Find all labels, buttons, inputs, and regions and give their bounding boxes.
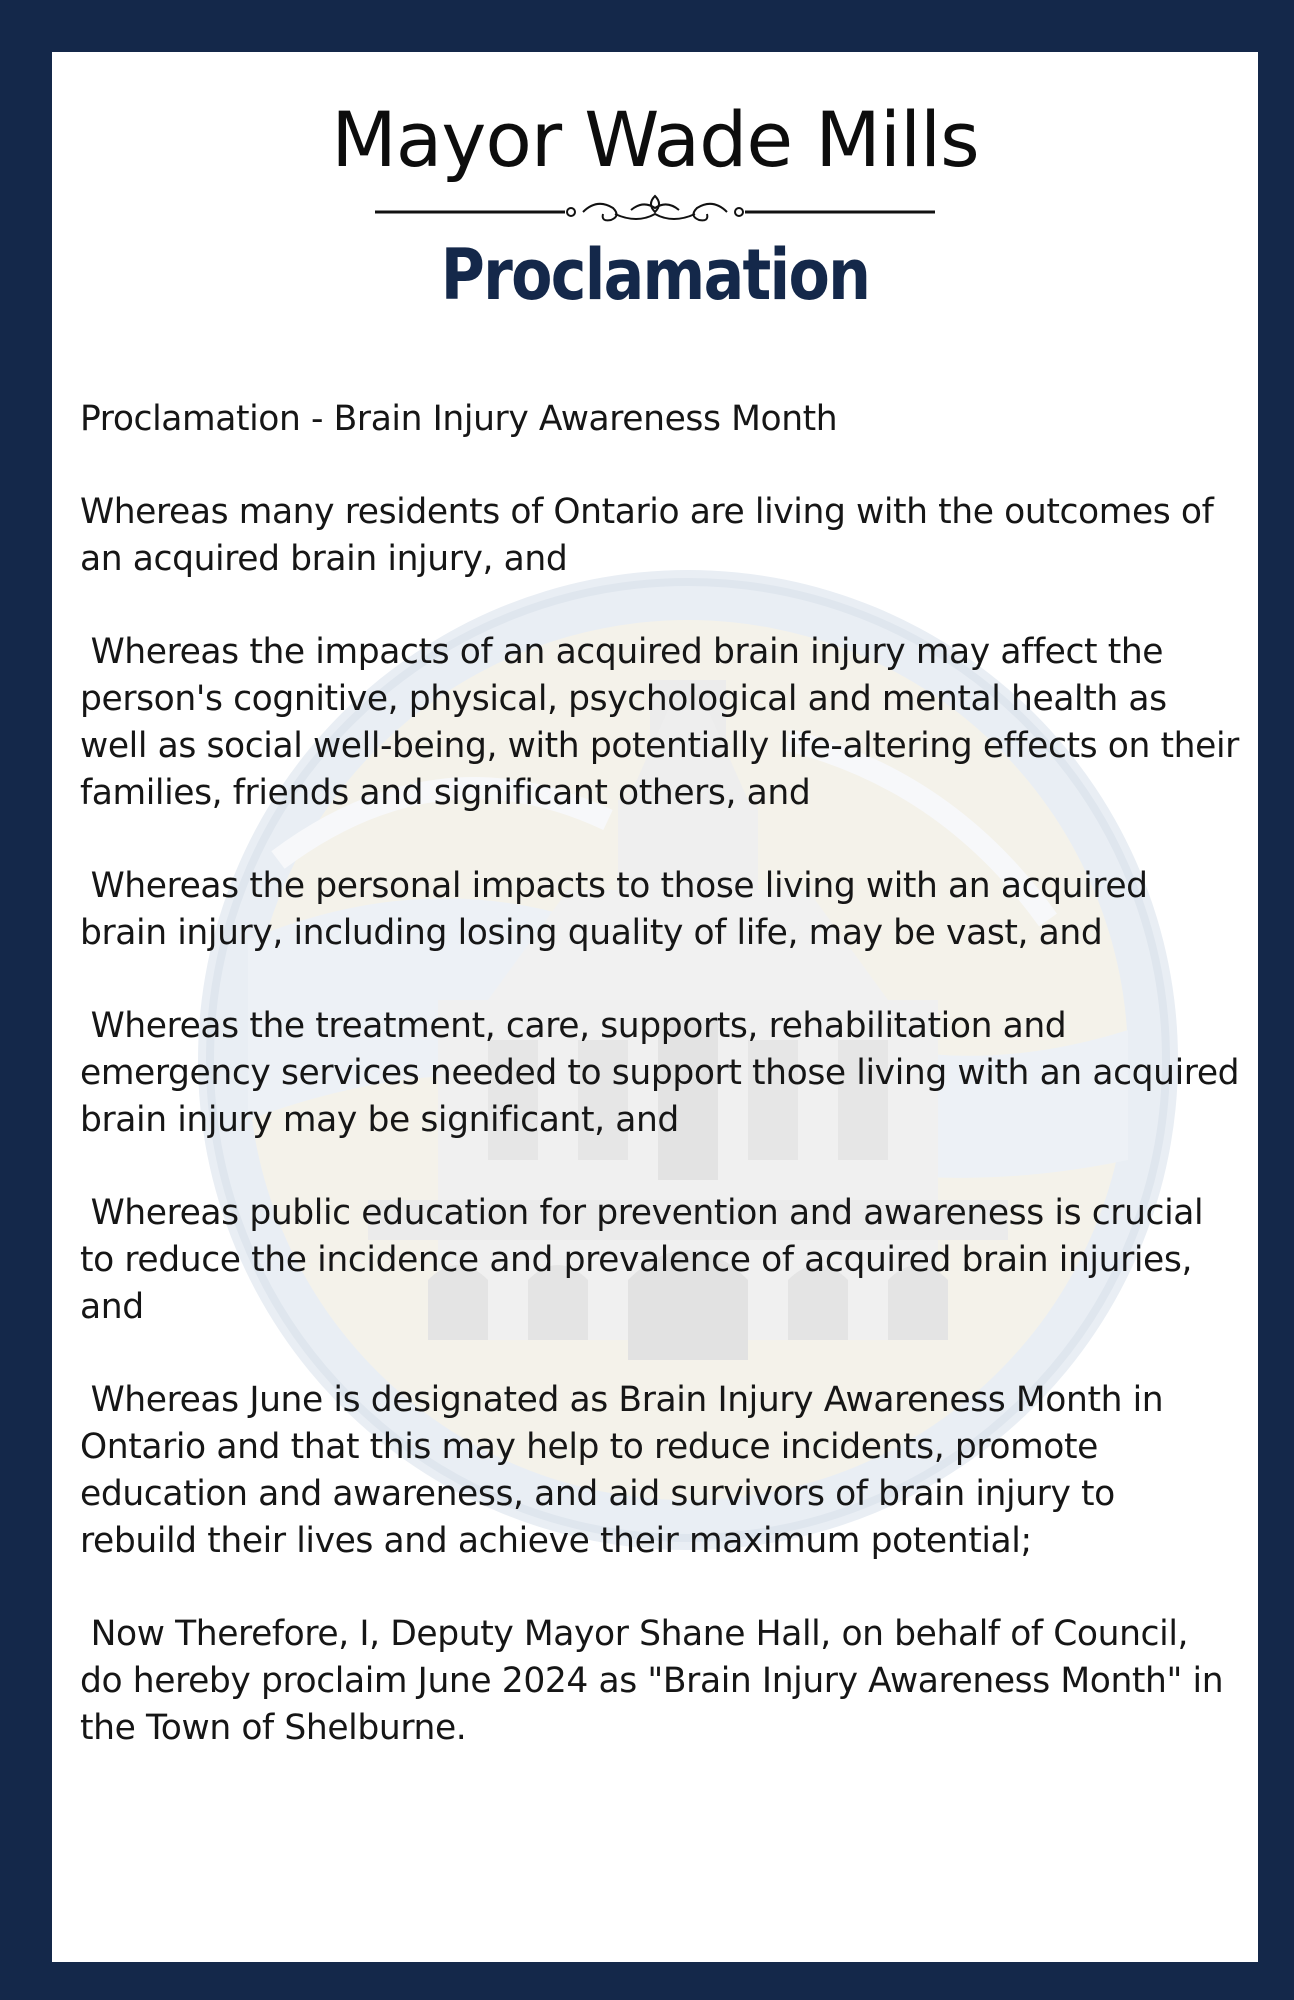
proclamation-header bbox=[52, 95, 1258, 316]
mayor-name: Mayor Wade Mills bbox=[331, 95, 979, 184]
ornament-divider-icon bbox=[375, 192, 935, 232]
whereas-clause-5: Whereas public education for prevention and awareness is crucial to reduce the incidence and prevalence of acquired brain injuries, and bbox=[80, 1193, 1214, 1327]
whereas-clause-3: Whereas the personal impacts to those living with an acquired brain injury, including losing quality of life, may be vast, and bbox=[80, 866, 1159, 953]
resolution-clause: Now Therefore, I, Deputy Mayor Shane Hall, on behalf of Council, do hereby proclaim June 2024 as "Brain Injury Awareness Month" in the Town of Shelburne. bbox=[80, 1614, 1234, 1748]
proclamation-page bbox=[52, 52, 1258, 1962]
whereas-clause-1: Whereas many residents of Ontario are living with the outcomes of an acquired brain injury, and bbox=[80, 492, 1224, 579]
whereas-clause-6: Whereas June is designated as Brain Injury Awareness Month in Ontario and that this may help to reduce incidents, promote education and awareness, and aid survivors of brain injury to rebuild their lives and achieve their maximum potential; bbox=[80, 1380, 1174, 1561]
proclamation-title: Proclamation bbox=[440, 234, 870, 316]
proclamation-body bbox=[80, 396, 1250, 1752]
whereas-clause-4: Whereas the treatment, care, supports, rehabilitation and emergency services needed to support those living with an acquired brain injury may be significant, and bbox=[80, 1006, 1250, 1140]
proclamation-subject: Proclamation - Brain Injury Awareness Month bbox=[80, 399, 838, 439]
whereas-clause-2: Whereas the impacts of an acquired brain injury may affect the person's cognitive, physical, psychological and mental health as well as social well-being, with potentially life-altering effects on their families, friends and significant others, and bbox=[80, 632, 1250, 813]
